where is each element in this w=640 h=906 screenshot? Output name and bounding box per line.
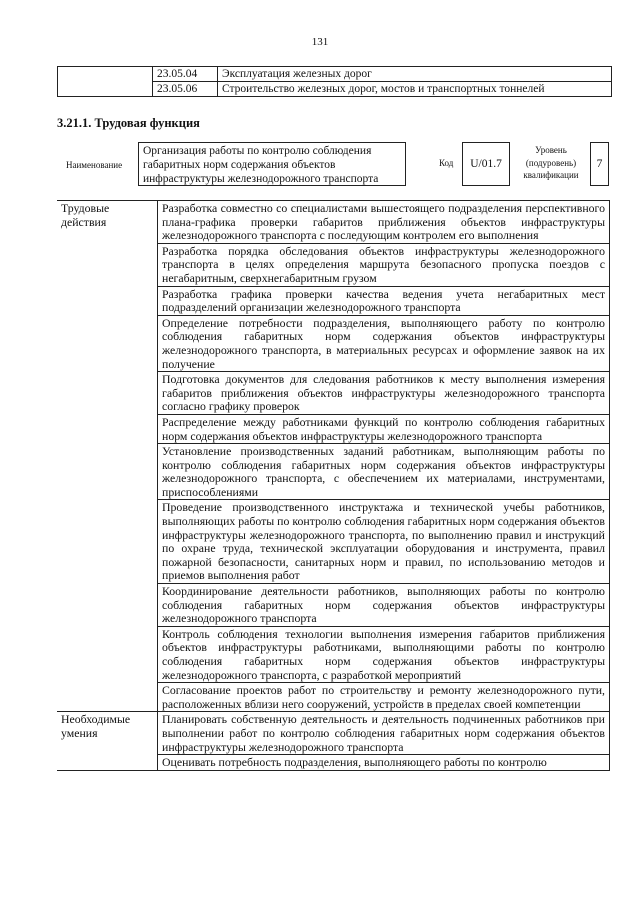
function-name-box: Организация работы по контролю соблюдения габаритных норм содержания объектов инфраструктуры железнодорожного транспорта	[138, 142, 406, 186]
table-row	[57, 201, 610, 244]
labor-action-item: Установление производственных заданий работникам, выполняющим работы по контролю соблюдения габаритных норм содержания объектов инфраструктуры железнодорожного транспорта, с обеспечением их материалами, инструментами, приспособлениями	[158, 444, 610, 500]
page-number: 131	[311, 36, 329, 48]
labor-action-item: Согласование проектов работ по строительству и ремонту железнодорожного пути, расположенных вблизи него сооружений, устройств в пределах своей компетенции	[158, 683, 610, 712]
category-label: Трудовые действия	[57, 201, 158, 712]
labor-function-table	[57, 200, 610, 771]
required-skill-item: Планировать собственную деятельность и деятельность подчиненных работников при выполнении работ по контролю соблюдения габаритных норм содержания объектов инфраструктуры железнодорожного транспорта	[158, 712, 610, 755]
education-codes-table	[57, 66, 612, 97]
code-row	[58, 67, 612, 82]
section-heading: 3.21.1. Трудовая функция	[57, 116, 200, 130]
labor-action-item: Разработка совместно со специалистами вышестоящего подразделения перспективного плана-графика проверки габаритов приближения объектов инфраструктуры железнодорожного транспорта с последующим контролем его выполнения	[158, 201, 610, 244]
specialty-name: Строительство железных дорог, мостов и транспортных тоннелей	[218, 82, 612, 97]
qualification-level-box: 7	[590, 142, 609, 186]
labor-action-item: Проведение производственного инструктажа и технической учебы работников, выполняющих работы по контролю соблюдения габаритных норм содержания объектов инфраструктуры железнодорожного транспорта, по выполнению правил и инструкций по охране труда, технической эксплуатации оборудования и инструмента, правил пожарной безопасности, санитарных норм и правил, по использованию методов и приемов выполнения работ	[158, 500, 610, 584]
labor-action-item: Контроль соблюдения технологии выполнения измерения габаритов приближения объектов инфраструктуры работниками, выполняющими работы по контролю соблюдения габаритных норм содержания объектов инфраструктуры железнодорожного транспорта, с разработкой мероприятий	[158, 626, 610, 682]
specialty-code: 23.05.04	[153, 67, 218, 82]
labor-action-item: Подготовка документов для следования работников к месту выполнения измерения габаритов приближения объектов инфраструктуры железнодорожного транспорта согласно графику проверок	[158, 372, 610, 415]
required-skill-item: Оценивать потребность подразделения, выполняющего работы по контролю	[158, 755, 610, 771]
table-row	[57, 712, 610, 755]
qualification-level-label: Уровень (подуровень) квалификации	[523, 145, 579, 180]
blank-cell	[58, 67, 153, 97]
labor-action-item: Определение потребности подразделения, выполняющего работу по контролю соблюдения габаритных норм содержания объектов инфраструктуры железнодорожного транспорта, в материальных ресурсах и оформление заявок на их получение	[158, 315, 610, 371]
labor-action-item: Координирование деятельности работников, выполняющих работы по контролю соблюдения габаритных норм содержания объектов инфраструктуры железнодорожного транспорта	[158, 584, 610, 627]
category-label: Необходимые умения	[57, 712, 158, 770]
specialty-code: 23.05.06	[153, 82, 218, 97]
specialty-name: Эксплуатация железных дорог	[218, 67, 612, 82]
code-label: Код	[439, 158, 454, 168]
function-code-box: U/01.7	[462, 142, 510, 186]
labor-action-item: Разработка графика проверки качества ведения учета негабаритных мест подразделений организации железнодорожного транспорта	[158, 286, 610, 315]
labor-action-item: Разработка порядка обследования объектов инфраструктуры железнодорожного транспорта в целях определения маршрута безопасного пропуска поездов с негабаритным, сверхнегабаритным грузом	[158, 243, 610, 286]
name-label: Наименование	[66, 160, 123, 170]
labor-action-item: Распределение между работниками функций по контролю соблюдения габаритных норм содержания объектов инфраструктуры железнодорожного транспорта	[158, 414, 610, 443]
